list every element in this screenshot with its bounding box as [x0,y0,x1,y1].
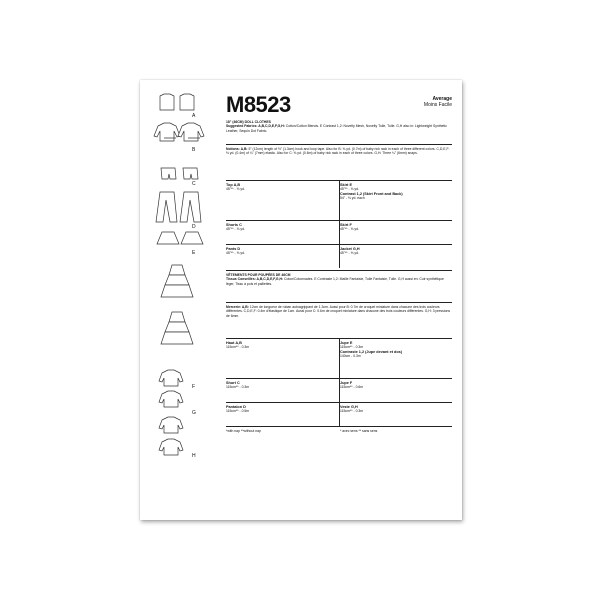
view-h-drawing [159,417,183,455]
footer-nap-note-french: * avec sens ** sans sens [340,429,378,433]
french-yardage-row-3: Pantalon D 115cm** - 0.5m Veste G,H 115cm** - 0.3m [226,402,452,427]
view-label-h: H [192,453,196,459]
difficulty-level [424,96,452,108]
french-notions: Mercerie: A,B: 12cm de longueur de ruban autoagrippant de 1.3cm. Aussi pour B: 0.7m de croquet miniature dans chacune des trois couleurs différentes. C,D,E,F: 0.4m d'élastique de 1cm. Aussi pour C: 0.6m de croquet miniature dans chacune des trois couleurs différentes. G,H: 3 pressions de 6mm. [226,305,451,318]
english-fabrics: Suggested Fabrics: A,B,C,D,E,F,G,H: Cotton/Cotton Blends. E Contrast 1,2: Novelty Mesh, Novelty Tulle, Tulle. G,H also in: Lightweight Synthetic Leather, Sequin Dot Fabric. [226,124,447,133]
level-english: Average [432,96,452,102]
view-label-d: D [192,224,196,230]
view-a-drawing [160,94,194,110]
view-label-b: B [192,147,196,153]
english-intro [226,120,452,133]
english-title: 18" (46CM) DOLL CLOTHES [226,120,271,124]
view-label-f: F [192,384,196,390]
view-illustrations [140,80,222,520]
footer-nap-note-english: *with nap **without nap [226,429,261,433]
view-label-c: C [192,181,196,187]
view-e-drawing [157,232,203,244]
view-d-drawing [156,192,201,222]
level-french: Moins Facile [423,102,452,108]
view-g-drawing [159,370,183,407]
english-yardage-row-2: Shorts C 45"** - ⅜ yd. Skirt F 45"** - ⅜ yd. [226,220,452,245]
french-title: VÊTEMENTS POUR POUPÉES DE 46CM [226,273,291,277]
pattern-envelope-back [140,80,462,520]
english-notions: Notions: A,B: 5" (12cm) length of ½" (1.3cm) hook and loop tape. Also for B: ⅜ yd. (0.7m) of baby rick rack in each of three different colors. C,D,E,F: ⅜ yd. (0.4m) of ¼" (7mm) elastic. Also for C: ⅜ yd. (0.6m) of baby rick rack in each of three colors. G,H: Three ¼" (6mm) snaps. [226,147,450,156]
french-fabrics: Tissus Conseillés: A,B,C,D,E,F,G,H: Coton/Cotonnades. E Contraste 1,2: Maille Fantaisie, Tulle Fantaisie, Tulle. G,H aussi en: Cuir synthétique léger, Tissu à pois et paillettes. [226,277,444,286]
view-label-e: E [192,250,196,256]
french-yardage-row-1: Haut A,B 115cm** - 0.3m Jupe E 115cm** - 0.3m Contraste 1,2 (Jupe devant et dos) 140cm - 0.3m [226,338,452,379]
view-b-drawing [154,123,204,141]
garment-line-drawings [140,80,222,520]
view-label-a: A [192,113,196,119]
english-yardage-row-3: Pants D 45"** - ⅜ yd. Jacket G,H 45"** - ⅜ yd. [226,244,452,269]
english-yardage-row-1: Top A,B 45"** - ⅜ yd. Skirt E 45"** - ⅜ yd. Contrast 1,2 (Skirt Front and Back) 54" - ⅜ yd. each [226,180,452,221]
pattern-number: M8523 [226,92,291,117]
view-f-drawing [161,265,193,344]
french-intro [226,270,452,286]
view-c-drawing [161,168,198,179]
view-label-g: G [192,410,196,416]
french-yardage-row-2: Short C 115cm** - 0.3m Jupe F 115cm** - 0.6m [226,378,452,403]
